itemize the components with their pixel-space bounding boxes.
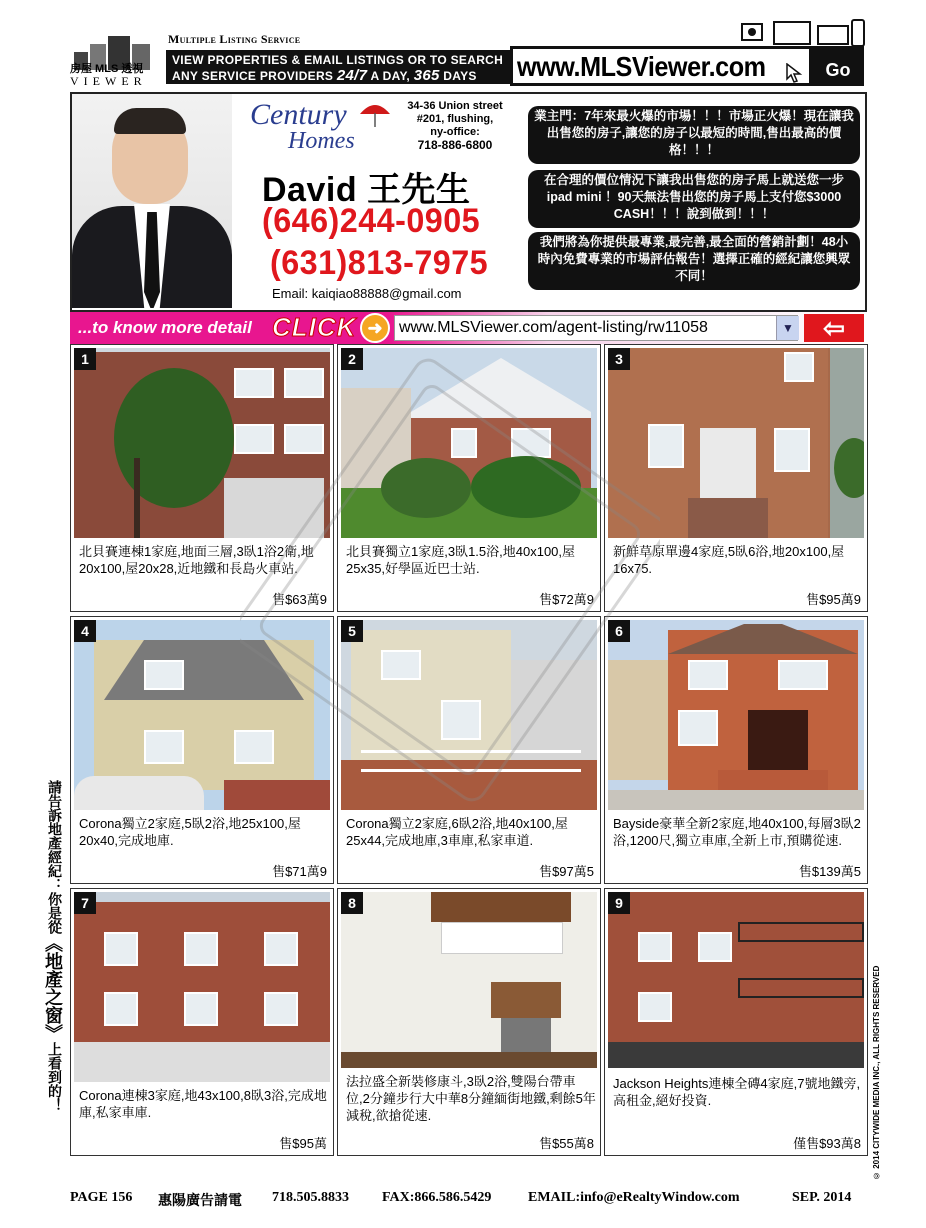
copyright-notice: © 2014 CITYWIDE MEDIA INC., ALL RIGHTS RESERVED <box>872 965 881 1180</box>
listing-card-3[interactable] <box>604 344 868 612</box>
listing-price: 售$97萬5 <box>539 864 594 879</box>
logo-text: 房屋 MLS 透視 <box>70 63 144 75</box>
umbrella-icon <box>358 100 392 130</box>
listing-card-8[interactable] <box>337 888 601 1156</box>
listing-description: 北貝賽連棟1家庭,地面三層,3臥1浴2衛,地20x100,屋20x28,近地鐵和長島火車站. <box>79 544 314 576</box>
agent-phone-1[interactable]: (646)244-0905 <box>262 202 481 240</box>
listing-number: 4 <box>74 620 96 642</box>
issue-date: SEP. 2014 <box>792 1190 852 1205</box>
listing-number: 8 <box>341 892 363 914</box>
listing-price: 售$71萬9 <box>272 864 327 879</box>
click-button[interactable]: CLICK <box>272 312 357 342</box>
mls-viewer-logo[interactable] <box>70 18 160 88</box>
listing-description: Corona獨立2家庭,6臥2浴,地40x100,屋25x44,完成地庫,3車庫,私家車道. <box>346 816 568 848</box>
agent-photo <box>72 94 232 308</box>
listing-photo-4[interactable] <box>74 620 330 810</box>
listing-card-4[interactable] <box>70 616 334 884</box>
listing-description: 法拉盛全新裝修康斗,3臥2浴,雙陽台帶車位,2分鐘步行大中華8分鐘緬街地鐵,剩餘5年減稅,欲搶從速. <box>346 1074 596 1123</box>
listing-price: 售$95萬 <box>279 1136 327 1151</box>
arrow-right-icon[interactable]: ➜ <box>360 313 390 343</box>
company-logo: Century Homes <box>248 100 398 160</box>
contact-email[interactable]: EMAIL:info@eRealtyWindow.com <box>528 1190 740 1205</box>
listing-number: 9 <box>608 892 630 914</box>
agent-listing-url-field[interactable]: www.MLSViewer.com/agent-listing/rw11058 <box>394 315 798 341</box>
listing-photo-9[interactable] <box>608 892 864 1068</box>
devices-icon <box>740 18 866 48</box>
listing-number: 2 <box>341 348 363 370</box>
listing-description: Bayside豪華全新2家庭,地40x100,每層3臥2浴,1200尺,獨立車庫,全新上市,預購從速. <box>613 816 861 848</box>
banner-line-2: ANY SERVICE PROVIDERS 24/7 A DAY, 365 DAYS <box>172 67 477 84</box>
cursor-icon <box>785 63 803 83</box>
agent-name: David 王先生 <box>262 171 471 209</box>
go-button[interactable]: Go <box>812 46 864 86</box>
promo-box-1: 業主門：7年來最火爆的市場！！！市場正火爆！現在讓我出售您的房子,讓您的房子以最短的時間,售出最高的價格！！！ <box>528 106 860 164</box>
fax-number: FAX:866.586.5429 <box>382 1190 492 1205</box>
listing-card-2[interactable] <box>337 344 601 612</box>
click-bar-lead: ...to know more detail <box>78 318 252 337</box>
listing-photo-5[interactable] <box>341 620 597 810</box>
listing-card-9[interactable] <box>604 888 868 1156</box>
promo-box-3: 我們將為你提供最專業,最完善,最全面的營銷計劃！48小時內免費專業的市場評估報告！選擇正確的經紀讓您興眾不同！ <box>528 232 860 290</box>
agent-phone-2[interactable]: (631)813-7975 <box>270 244 489 282</box>
chevron-down-icon[interactable]: ▼ <box>776 316 799 340</box>
ad-phone[interactable]: 718.505.8833 <box>272 1190 349 1205</box>
listing-description: Corona獨立2家庭,5臥2浴,地25x100,屋20x40,完成地庫. <box>79 816 301 848</box>
service-title: Multiple Listing Service <box>168 32 301 46</box>
office-phone: 718-886-6800 <box>417 138 493 152</box>
promo-box-2: 在合理的價位情況下讓我出售您的房子馬上就送您一步ipad mini ！90天無法售出您的房子馬上支付您$3000 CASH！！！說到做到！！！ <box>528 170 860 228</box>
listing-price: 僅售$93萬8 <box>793 1136 861 1151</box>
listing-photo-2[interactable] <box>341 348 597 538</box>
listing-number: 7 <box>74 892 96 914</box>
listing-photo-6[interactable] <box>608 620 864 810</box>
listing-description: Jackson Heights連棟全磚4家庭,7號地鐵旁,高租金,絕好投資. <box>613 1076 861 1108</box>
listing-description: Corona連棟3家庭,地43x100,8臥3浴,完成地庫,私家車庫. <box>79 1088 327 1120</box>
listing-number: 6 <box>608 620 630 642</box>
listing-photo-3[interactable] <box>608 348 864 538</box>
listing-price: 售$55萬8 <box>539 1136 594 1151</box>
listing-card-5[interactable] <box>337 616 601 884</box>
logo-viewer-text: VIEWER <box>70 74 147 88</box>
ad-label: 惠陽廣告請電 <box>158 1194 242 1209</box>
listing-photo-7[interactable] <box>74 892 330 1082</box>
service-banner <box>166 50 510 84</box>
listing-number: 5 <box>341 620 363 642</box>
listing-photo-8[interactable] <box>341 892 597 1068</box>
listing-card-7[interactable] <box>70 888 334 1156</box>
listing-card-1[interactable] <box>70 344 334 612</box>
listing-card-6[interactable] <box>604 616 868 884</box>
listing-price: 售$63萬9 <box>272 592 327 607</box>
office-address: 34-36 Union street #201, flushing, ny-office: 718-886-6800 <box>400 100 510 152</box>
agent-email[interactable]: Email: kaiqiao88888@gmail.com <box>272 286 462 301</box>
back-arrow-button[interactable]: ⇦ <box>804 314 864 342</box>
site-url: www.MLSViewer.com <box>517 51 766 82</box>
site-url-box[interactable] <box>510 46 812 86</box>
listing-photo-1[interactable] <box>74 348 330 538</box>
listing-number: 3 <box>608 348 630 370</box>
listing-number: 1 <box>74 348 96 370</box>
side-notice: 請告訴地產經紀：你是從《地產之窗》上看到的！ <box>43 780 63 1112</box>
listing-description: 北貝賽獨立1家庭,3臥1.5浴,地40x100,屋25x35,好學區近巴士站. <box>346 544 576 576</box>
listing-description: 新鮮草原單邊4家庭,5臥6浴,地20x100,屋16x75. <box>613 544 845 576</box>
listing-price: 售$139萬5 <box>798 864 861 879</box>
listing-price: 售$95萬9 <box>806 592 861 607</box>
banner-line-1: VIEW PROPERTIES & EMAIL LISTINGS OR TO SEARCH <box>172 53 504 67</box>
listing-price: 售$72萬9 <box>539 592 594 607</box>
page-number: PAGE 156 <box>70 1190 133 1205</box>
